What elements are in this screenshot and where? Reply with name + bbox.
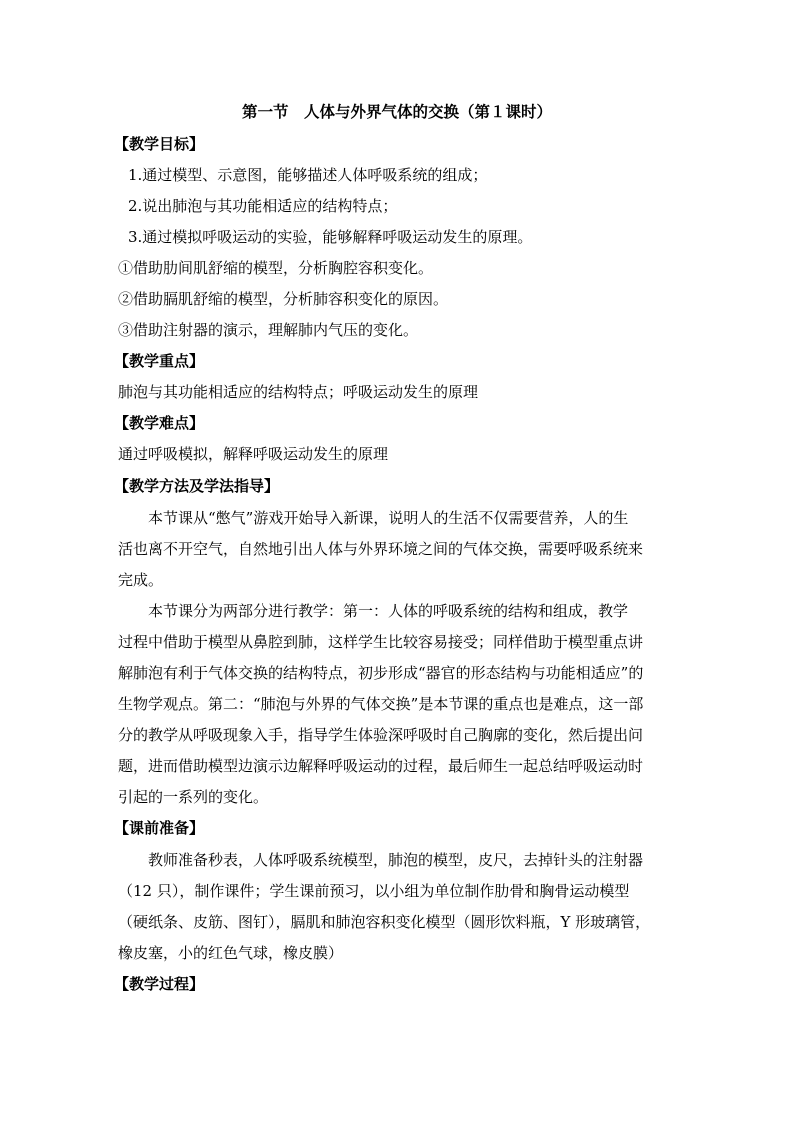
page-title: 第一节 人体与外界气体的交换（第１课时） (241, 102, 552, 121)
key-points-heading: 【教学重点】 (114, 352, 205, 370)
objective-sub-item-2: ②借助膈肌舒缩的模型，分析肺容积变化的原因。 (118, 290, 449, 308)
methods-para1-line: 完成。 (118, 571, 164, 589)
preparation-line: 橡皮塞，小的红色气球，橡皮膜） (118, 944, 344, 962)
methods-para2-line: 分的教学从呼吸现象入手，指导学生体验深呼吸时自己胸廓的变化，然后提出问 (118, 726, 644, 744)
objective-sub-item-1: ①借助肋间肌舒缩的模型，分析胸腔容积变化。 (118, 259, 434, 277)
process-heading: 【教学过程】 (114, 975, 205, 993)
objective-sub-item-3: ③借助注射器的演示，理解肺内气压的变化。 (118, 321, 419, 339)
preparation-line: （硬纸条、皮筋、图钉），膈肌和肺泡容积变化模型（圆形饮料瓶，Y 形玻璃管， (118, 913, 651, 931)
methods-para2-line: 题，进而借助模型边演示边解释呼吸运动的过程，最后师生一起总结呼吸运动时 (118, 757, 644, 775)
difficulties-heading: 【教学难点】 (114, 414, 205, 432)
objective-item-3: 3.通过模拟呼吸运动的实验，能够解释呼吸运动发生的原理。 (128, 228, 533, 246)
methods-heading: 【教学方法及学法指导】 (114, 477, 280, 495)
preparation-line: 教师准备秒表，人体呼吸系统模型，肺泡的模型，皮尺，去掉针头的注射器 (148, 851, 644, 869)
methods-para2-line: 本节课分为两部分进行教学：第一：人体的呼吸系统的结构和组成，教学 (148, 602, 629, 620)
methods-para2-line: 引起的一系列的变化。 (118, 788, 269, 806)
preparation-line: （12 只），制作课件；学生课前预习，以小组为单位制作肋骨和胸骨运动模型 (118, 882, 630, 900)
preparation-heading: 【课前准备】 (114, 819, 205, 837)
difficulties-text: 通过呼吸模拟，解释呼吸运动发生的原理 (118, 445, 389, 463)
methods-para2-line: 解肺泡有利于气体交换的结构特点，初步形成“器官的形态结构与功能相适应”的 (118, 664, 644, 682)
methods-para1-line: 活也离不开空气，自然地引出人体与外界环境之间的气体交换，需要呼吸系统来 (118, 540, 644, 558)
key-points-text: 肺泡与其功能相适应的结构特点；呼吸运动发生的原理 (118, 383, 479, 401)
objectives-heading: 【教学目标】 (114, 135, 205, 153)
objective-item-1: 1.通过模型、示意图，能够描述人体呼吸系统的组成； (128, 166, 488, 184)
methods-para2-line: 生物学观点。第二：“肺泡与外界的气体交换”是本节课的重点也是难点，这一部 (118, 695, 644, 713)
methods-para2-line: 过程中借助于模型从鼻腔到肺，这样学生比较容易接受；同样借助于模型重点讲 (118, 633, 644, 651)
methods-para1-line: 本节课从“憋气”游戏开始导入新课，说明人的生活不仅需要营养，人的生 (148, 509, 629, 527)
objective-item-2: 2.说出肺泡与其功能相适应的结构特点； (128, 197, 398, 215)
